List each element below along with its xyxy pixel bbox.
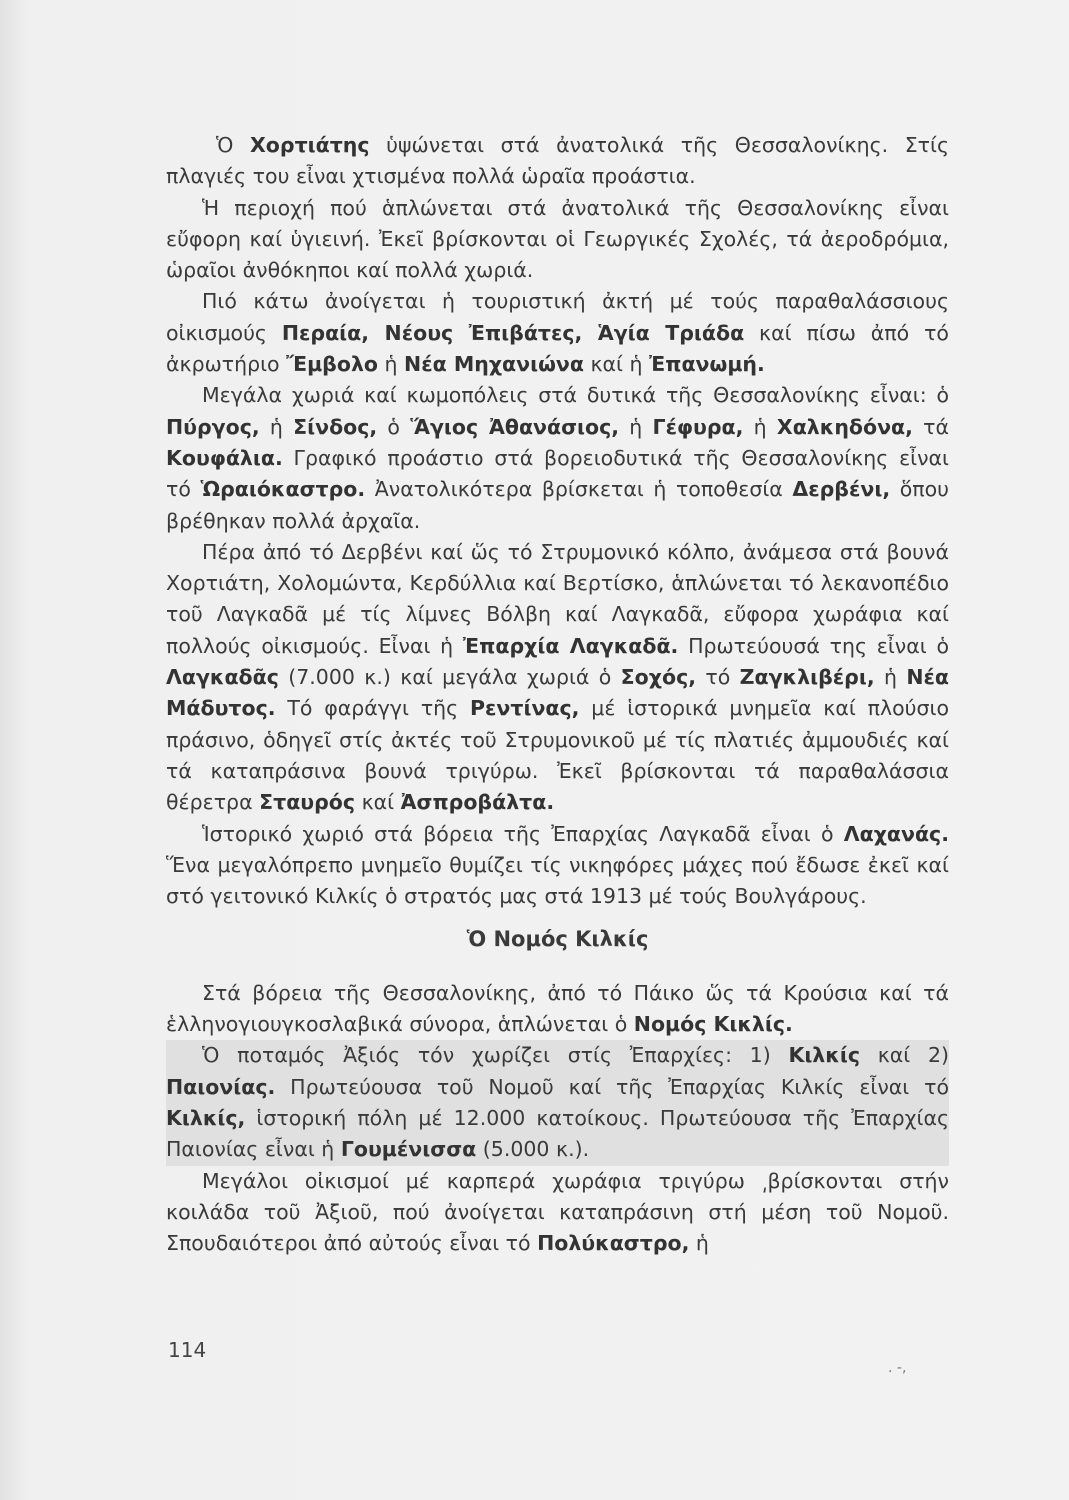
body-text: [166, 130, 949, 1259]
scan-mark: . -,: [888, 1360, 907, 1376]
paragraph-6: Ἱστορικό χωριό στά βόρεια τῆς Ἐπαρχίας Λαγκαδᾶ εἶναι ὁ Λαχανάς. Ἕνα μεγαλόπρεπο μνημεῖο θυμίζει τίς νικηφόρες μάχες πού ἔδωσε ἐκεῖ καί στό γειτονικό Κιλκίς ὁ στρατός μας στά 1913 μέ τούς Βουλγάρους.: [166, 821, 949, 909]
page-number: 114: [168, 1338, 207, 1362]
paragraph-5: Πέρα ἀπό τό Δερβένι καί ὥς τό Στρυμονικό κόλπο, ἀνάμεσα στά βουνά Χορτιάτη, Χολομώντα, Κερδύλλια καί Βερτίσκο, ἁπλώνεται τό λεκανοπέδιο τοῦ Λαγκαδᾶ μέ τίς λίμνες Βόλβη καί Λαγκαδᾶ, εὔφορα χωράφια καί πολλούς οἰκισμούς. Εἶναι ἡ Ἐπαρχία Λαγκαδᾶ. Πρωτεύουσά της εἶναι ὁ Λαγκαδᾶς (7.000 κ.) καί μεγάλα χωριά ὁ Σοχός, τό Ζαγκλιβέρι, ἡ Νέα Μάδυτος. Τό φαράγγι τῆς Ρεντίνας, μέ ἱστορικά μνημεῖα καί πλούσιο πράσινο, ὁδηγεῖ στίς ἀκτές τοῦ Στρυμονικοῦ μέ τίς πλατιές ἀμμουδιές καί τά καταπράσινα βουνά τριγύρω. Ἐκεῖ βρίσκονται τά παραθαλάσσια θέρετρα Σταυρός καί Ἀσπροβάλτα.: [166, 539, 950, 815]
paragraph-1: Ὁ Χορτιάτης ὑψώνεται στά ἀνατολικά τῆς Θεσσαλονίκης. Στίς πλαγιές του εἶναι χτισμένα πολλά ὡραῖα προάστια.: [166, 133, 949, 189]
paragraph-8: Ὁ ποταμός Ἀξιός τόν χωρίζει στίς Ἐπαρχίες: 1) Κιλκίς καί 2) Παιονίας. Πρωτεύουσα τοῦ Νομοῦ καί τῆς Ἐπαρχίας Κιλκίς εἶναι τό Κιλκίς, ἱστορική πόλη μέ 12.000 κατοίκους. Πρωτεύουσα τῆς Ἐπαρχίας Παιονίας εἶναι ἡ Γουμένισσα (5.000 κ.).: [166, 1040, 949, 1165]
paragraph-9: Μεγάλοι οἰκισμοί μέ καρπερά χωράφια τριγύρω ͵βρίσκονται στήν κοιλάδα τοῦ Ἀξιοῦ, πού ἀνοίγεται καταπράσινη στή μέση τοῦ Νομοῦ. Σπουδαιότεροι ἀπό αὐτούς εἶναι τό Πολύκαστρο, ἡ: [166, 1168, 949, 1256]
paragraph-4: Μεγάλα χωριά καί κωμοπόλεις στά δυτικά τῆς Θεσσαλονίκης εἶναι: ὁ Πύργος, ἡ Σίνδος, ὁ Ἅγιος Ἀθανάσιος, ἡ Γέφυρα, ἡ Χαλκηδόνα, τά Κουφάλια. Γραφικό προάστιο στά βορειοδυτικά τῆς Θεσσαλονίκης εἶναι τό Ὡραιόκαστρο. Ἀνατολικότερα βρίσκεται ἡ τοποθεσία Δερβένι, ὅπου βρέθηκαν πολλά ἀρχαῖα.: [166, 383, 950, 533]
section-heading: Ὁ Νομός Κιλκίς: [466, 927, 649, 952]
paragraph-3: Πιό κάτω ἀνοίγεται ἡ τουριστική ἀκτή μέ τούς παραθαλάσσιους οἰκισμούς Περαία, Νέους Ἐπιβάτες, Ἁγία Τριάδα καί πίσω ἀπό τό ἀκρωτήριο Ἔμβολο ἡ Νέα Μηχανιώνα καί ἡ Ἐπανωμή.: [166, 289, 949, 377]
paragraph-7: Στά βόρεια τῆς Θεσσαλονίκης, ἀπό τό Πάικο ὥς τά Κρούσια καί τά ἑλληνογιουγκοσλαβικά σύνορα, ἁπλώνεται ὁ Νομός Κικλίς.: [166, 980, 949, 1037]
paragraph-2: Ἡ περιοχή πού ἁπλώνεται στά ἀνατολικά τῆς Θεσσαλονίκης εἶναι εὔφορη καί ὑγιεινή. Ἐκεῖ βρίσκονται οἱ Γεωργικές Σχολές, τά ἀεροδρόμια, ὡραῖοι ἀνθόκηποι καί πολλά χωριά.: [166, 195, 949, 283]
